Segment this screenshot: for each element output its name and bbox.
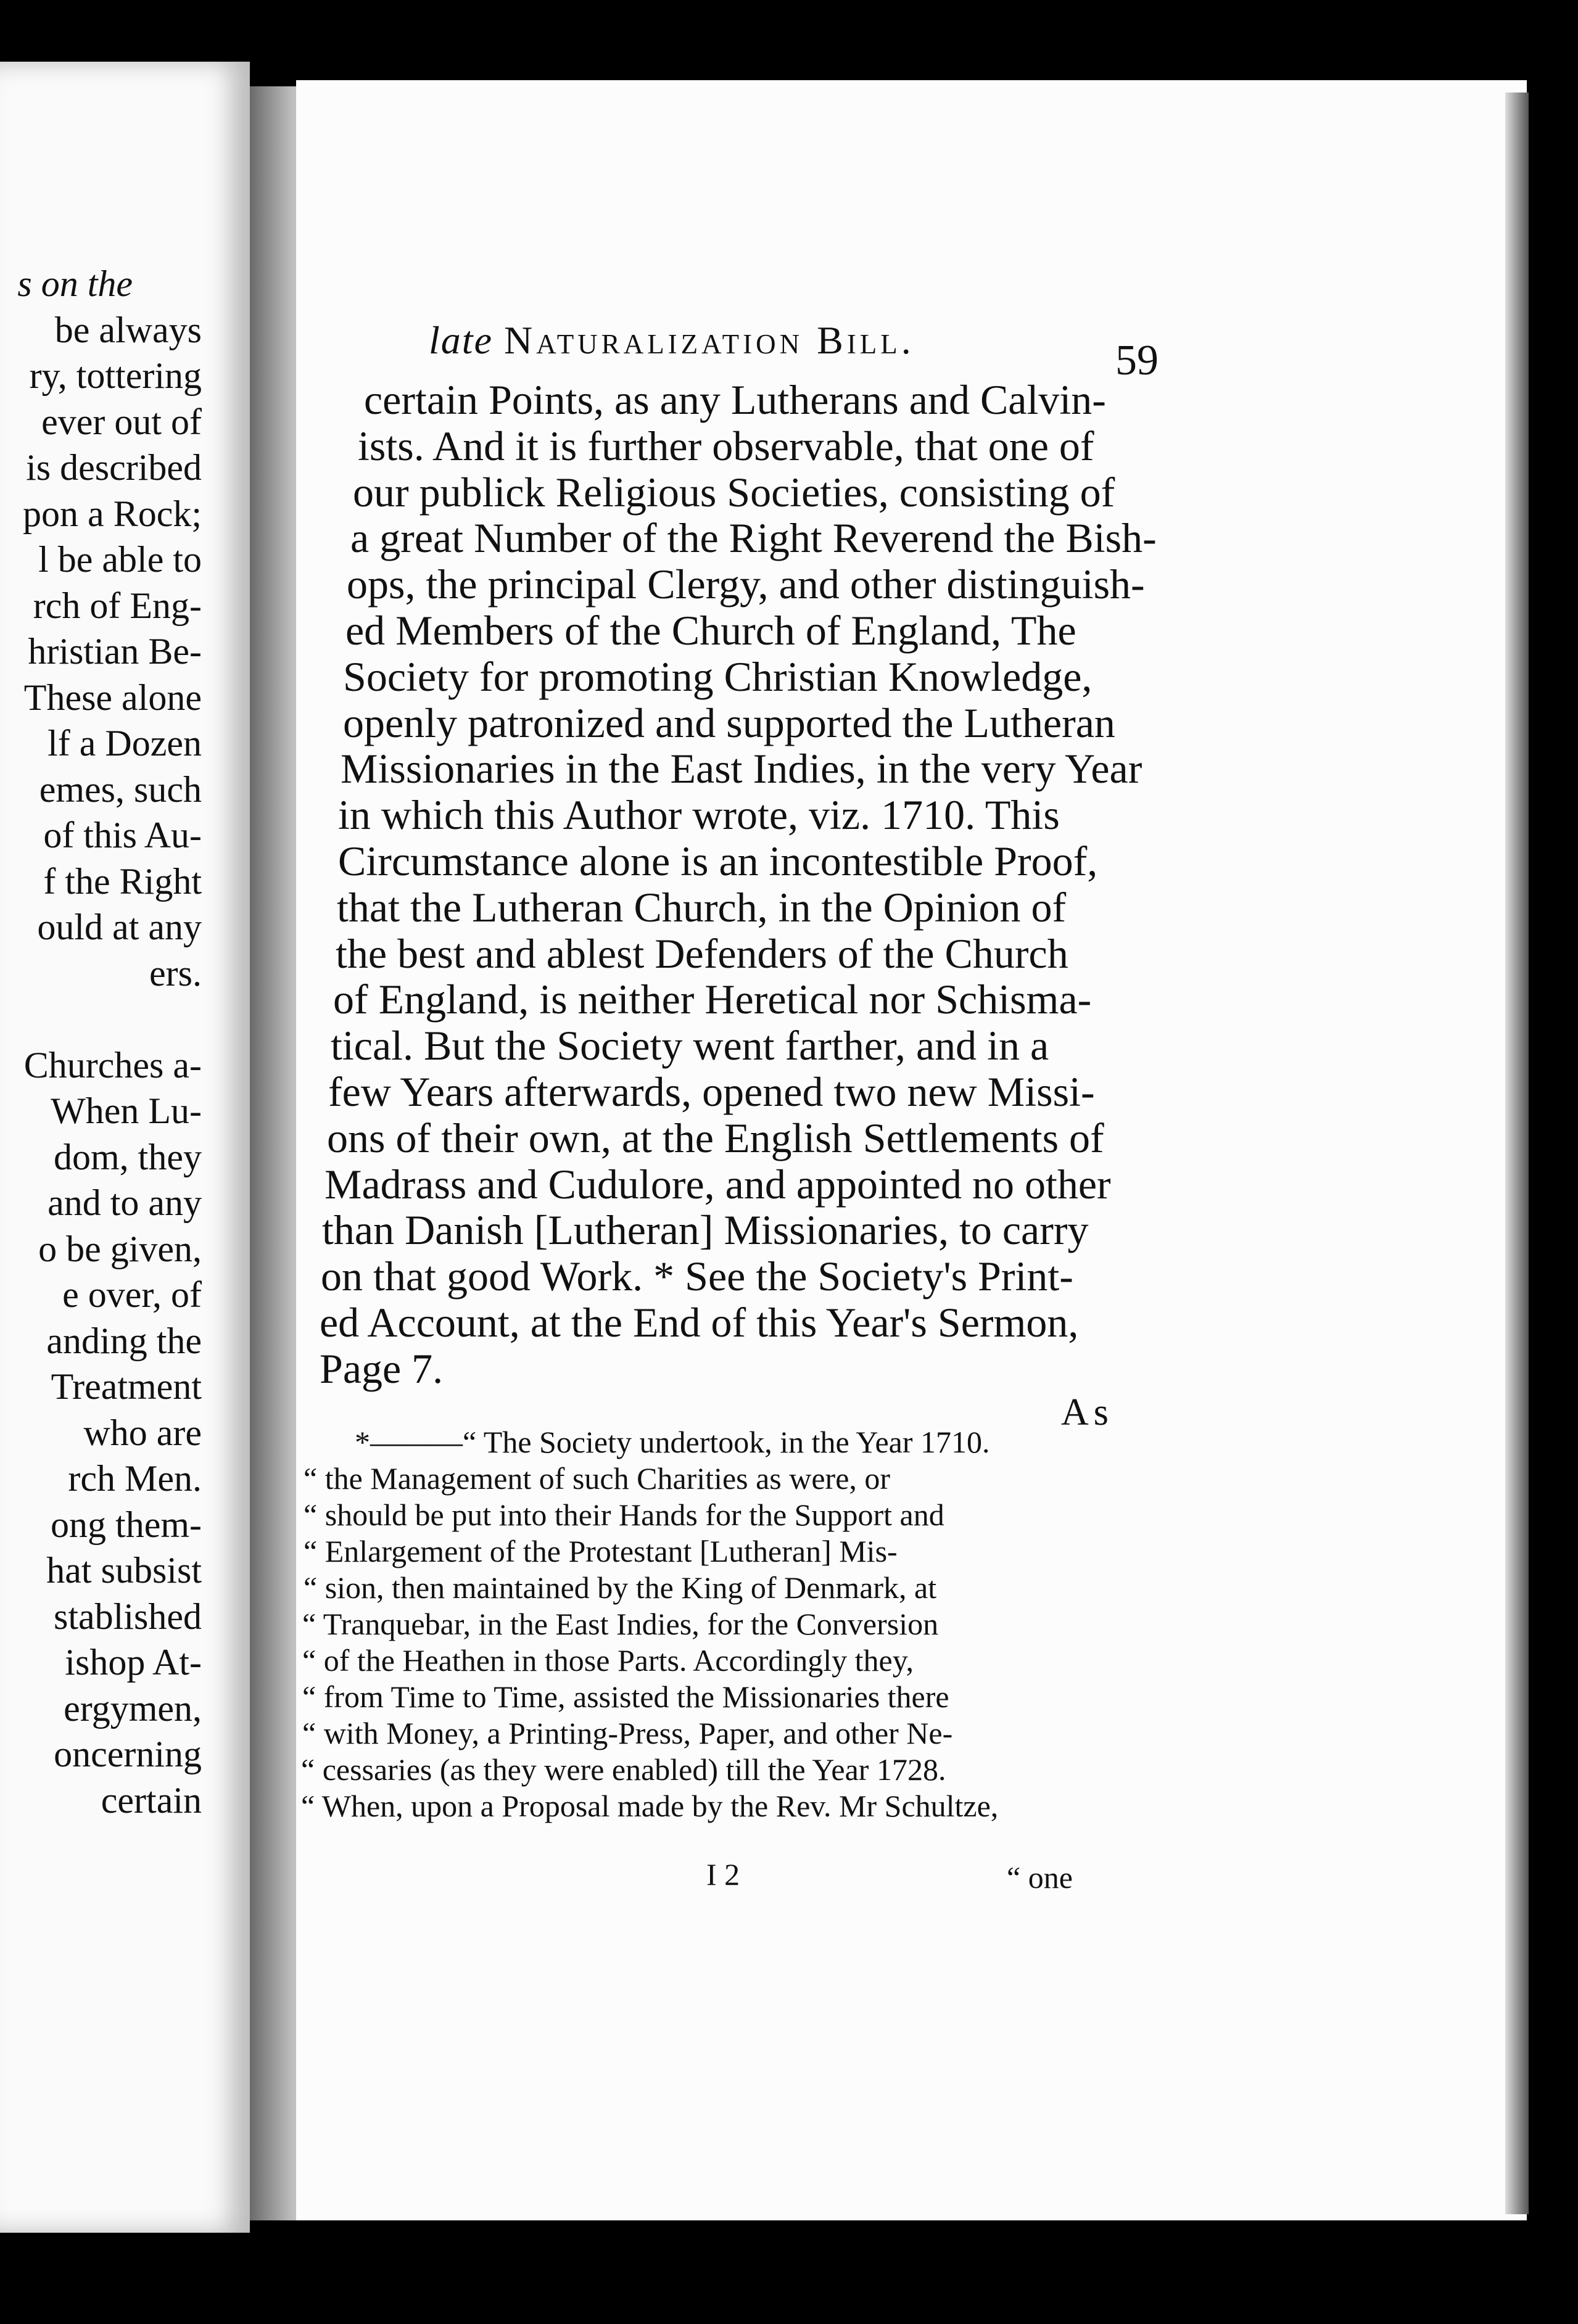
running-header: [429, 318, 915, 363]
page-edge: [1505, 93, 1529, 2214]
left-page-line: e over, of: [62, 1274, 202, 1315]
footnote-line: “ should be put into their Hands for the Support and: [304, 1498, 944, 1532]
left-page-line: who are: [83, 1412, 202, 1453]
left-page-line: ong them-: [51, 1504, 202, 1545]
left-page-line: ergymen,: [64, 1687, 202, 1729]
body-line: in which this Author wrote, viz. 1710. This: [338, 791, 1060, 839]
body-line: ed Members of the Church of England, The: [345, 607, 1076, 654]
body-line: certain Points, as any Lutherans and Calvin-: [364, 376, 1106, 423]
body-line: Society for promoting Christian Knowledge,: [343, 653, 1093, 700]
left-page-line: be always: [54, 309, 202, 350]
left-page-line: lf a Dozen: [48, 723, 202, 764]
left-page-line: of this Au-: [43, 815, 202, 855]
left-page-line: hristian Be-: [28, 631, 202, 672]
left-page-line: These alone: [23, 677, 202, 718]
body-line: ists. And it is further observable, that one of: [358, 422, 1094, 469]
left-page-line: stablished: [54, 1596, 202, 1637]
body-line: ops, the principal Clergy, and other distinguish-: [347, 561, 1145, 608]
header-prefix: late: [429, 318, 493, 362]
left-page-line: ever out of: [41, 401, 202, 442]
body-line: ed Account, at the End of this Year's Sermon,: [320, 1299, 1079, 1346]
footnote-line: “ Tranquebar, in the East Indies, for the Conversion: [302, 1607, 939, 1641]
left-page-line: oncerning: [54, 1734, 202, 1774]
footnote-line: “ with Money, a Printing-Press, Paper, and other Ne-: [302, 1716, 953, 1750]
body-line: that the Lutheran Church, in the Opinion of: [337, 883, 1067, 931]
left-page-line: and to any: [48, 1182, 202, 1223]
body-line: Page 7.: [320, 1345, 444, 1392]
body-line: ons of their own, at the English Settlements of: [327, 1114, 1104, 1161]
left-page-line: s on the: [17, 263, 133, 304]
left-page-line: emes, such: [39, 768, 202, 810]
left-page-line: rch Men.: [68, 1458, 202, 1499]
body-line: Missionaries in the East Indies, in the very Year: [341, 745, 1142, 793]
left-page-line: rch of Eng-: [33, 585, 202, 626]
left-page-line: hat subsist: [46, 1550, 202, 1591]
footnote-line: “ cessaries (as they were enabled) till the Year 1728.: [301, 1752, 946, 1787]
body-line: openly patronized and supported the Lutheran: [343, 699, 1115, 746]
left-page-line: ers.: [149, 952, 202, 994]
body-line: of England, is neither Heretical nor Schisma-: [333, 976, 1092, 1023]
left-page-line: l be able to: [38, 539, 202, 580]
left-page-line: ishop At-: [65, 1642, 202, 1683]
body-line: our publick Religious Societies, consisting of: [353, 468, 1115, 516]
body-line: Madrass and Cudulore, and appointed no other: [324, 1160, 1111, 1208]
left-page-line: is described: [26, 447, 202, 488]
footnote-line: “ When, upon a Proposal made by the Rev. Mr Schultze,: [301, 1789, 999, 1823]
left-page: [0, 62, 250, 2233]
body-line: tical. But the Society went farther, and in a: [331, 1022, 1049, 1069]
footnote-line: “ Enlargement of the Protestant [Lutheran] Mis-: [304, 1534, 898, 1568]
header-title: Naturalization Bill.: [503, 318, 915, 362]
left-page-line: pon a Rock;: [23, 493, 202, 534]
left-page-line: certain: [101, 1779, 202, 1821]
footnote-line: “ sion, then maintained by the King of Denmark, at: [304, 1570, 937, 1605]
body-line: a great Number of the Right Reverend the Bish-: [350, 514, 1157, 562]
footnote-line: “ of the Heathen in those Parts. Accordingly they,: [302, 1643, 914, 1678]
signature-mark: I 2: [706, 1857, 740, 1892]
footnote-catchword: “ one: [1007, 1860, 1073, 1895]
body-line: few Years afterwards, opened two new Missi-: [328, 1068, 1095, 1115]
left-page-line: o be given,: [38, 1228, 202, 1269]
left-page-line: ry, tottering: [29, 355, 202, 396]
body-line: than Danish [Lutheran] Missionaries, to carry: [322, 1206, 1089, 1254]
body-line: the best and ablest Defenders of the Church: [336, 929, 1068, 977]
body-line: Circumstance alone is an incontestible Proof,: [338, 838, 1098, 884]
footnote-line: “ from Time to Time, assisted the Missionaries there: [302, 1679, 949, 1714]
body-line: on that good Work. * See the Society's Print-: [321, 1253, 1073, 1300]
left-page-line: f the Right: [43, 860, 202, 902]
left-page-line: When Lu-: [51, 1090, 202, 1131]
left-page-line: Churches a-: [23, 1044, 202, 1086]
left-page-line: dom, they: [54, 1136, 202, 1177]
footnote-line: *———“ The Society undertook, in the Year 1710.: [355, 1425, 990, 1459]
left-page-line: Treatment: [51, 1366, 202, 1407]
left-page-line: ould at any: [37, 907, 202, 947]
footnote-line: “ the Management of such Charities as were, or: [304, 1461, 891, 1496]
page-number: 59: [1115, 337, 1159, 384]
catchword: As: [1061, 1391, 1113, 1433]
left-page-line: anding the: [46, 1320, 202, 1361]
